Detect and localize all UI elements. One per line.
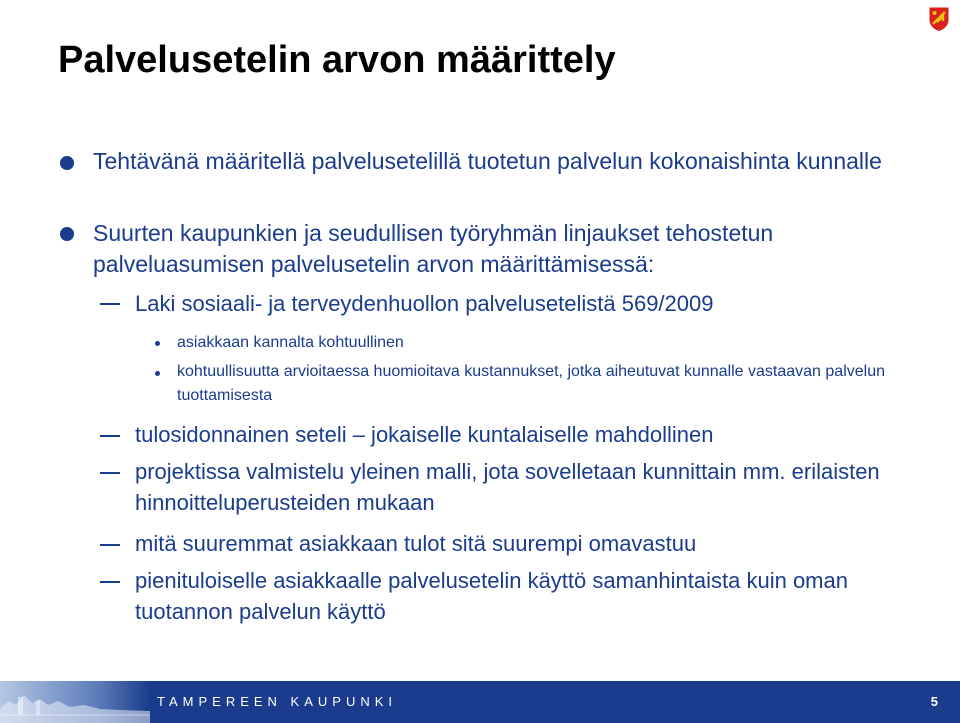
small-bullet-icon	[155, 371, 160, 376]
subsub-item: asiakkaan kannalta kohtuullinen	[177, 334, 404, 351]
sub-item: projektissa valmistelu yleinen malli, jota sovelletaan kunnittain mm. erilaisten hinnoitteluperusteiden mukaan	[135, 459, 880, 515]
dash-bullet-icon	[100, 581, 120, 583]
dash-bullet-icon	[100, 303, 120, 305]
small-bullet-icon	[155, 341, 160, 346]
organization-name: TAMPEREEN KAUPUNKI	[157, 694, 398, 709]
subsub-item: kohtuullisuutta arvioitaessa huomioitava kustannukset, jotka aiheutuvat kunnalle vastaavan palvelun tuottamisesta	[177, 363, 885, 404]
page-number: 5	[930, 694, 938, 709]
sub-item: tulosidonnainen seteli – jokaiselle kuntalaiselle mahdollinen	[135, 422, 714, 447]
bullet-dot-icon	[60, 227, 74, 241]
slide-title: Palvelusetelin arvon määrittely	[58, 39, 616, 81]
dash-bullet-icon	[100, 472, 120, 474]
sub-item: mitä suuremmat asiakkaan tulot sitä suurempi omavastuu	[135, 531, 697, 556]
sub-item: Laki sosiaali- ja terveydenhuollon palvelusetelistä 569/2009	[135, 291, 714, 316]
dash-bullet-icon	[100, 544, 120, 546]
bullet-item: Tehtävänä määritellä palvelusetelillä tuotetun palvelun kokonaishinta kunnalle	[93, 148, 882, 174]
bullet-dot-icon	[60, 156, 74, 170]
city-skyline-image	[0, 681, 150, 723]
dash-bullet-icon	[100, 435, 120, 437]
tampere-coat-of-arms-logo	[928, 6, 950, 32]
sub-item: pienituloiselle asiakkaalle palvelusetelin käyttö samanhintaista kuin oman tuotannon palvelun käyttö	[135, 568, 848, 624]
bullet-item: Suurten kaupunkien ja seudullisen työryhmän linjaukset tehostetun palveluasumisen palvelusetelin arvon määrittämisessä:	[93, 220, 774, 277]
footer-bar	[0, 681, 960, 723]
